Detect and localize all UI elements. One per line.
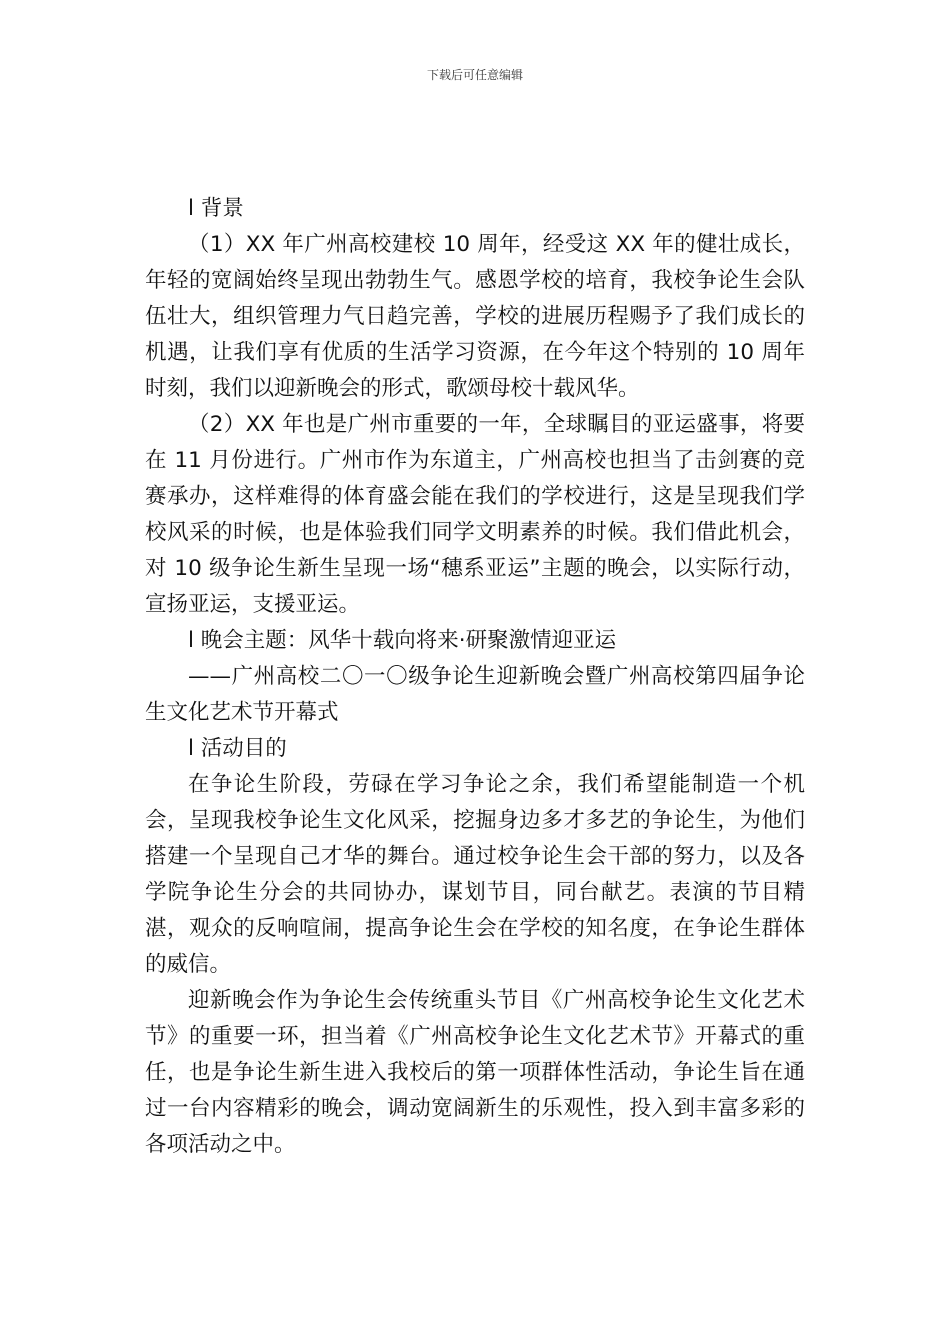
document-body <box>145 191 805 1163</box>
purpose-paragraph-1: 在争论生阶段，劳碌在学习争论之余，我们希望能制造一个机会，呈现我校争论生文化风采，挖掘身边多才多艺的争论生，为他们搭建一个呈现自己才华的舞台。通过校争论生会干部的努力，以及各学院争论生分会的共同协办，谋划节目，同台献艺。表演的节目精湛，观众的反响喧闹，提高争论生会在学校的知名度，在争论生群体的威信。 <box>145 772 805 977</box>
section-heading-theme: l 晚会主题：风华十载向将来·研聚激情迎亚运 <box>188 628 617 653</box>
purpose-paragraph-2: 迎新晚会作为争论生会传统重头节目《广州高校争论生文化艺术节》的重要一环，担当着《广州高校争论生文化艺术节》开幕式的重任，也是争论生新生进入我校后的第一项群体性活动，争论生旨在通过一台内容精彩的晚会，调动宽阔新生的乐观性，投入到丰富多彩的各项活动之中。 <box>145 988 805 1157</box>
background-paragraph-1: （1）XX 年广州高校建校 10 周年，经受这 XX 年的健壮成长，年轻的宽阔始终呈现出勃勃生气。感恩学校的培育，我校争论生会队伍壮大，组织管理力气日趋完善，学校的进展历程赐予了我们成长的机遇，让我们享有优质的生活学习资源，在今年这个特别的 10 周年时刻，我们以迎新晚会的形式，歌颂母校十载风华。 <box>145 232 805 401</box>
section-heading-purpose: l 活动目的 <box>188 736 287 761</box>
section-heading-background: l 背景 <box>188 196 244 221</box>
page-header-note: 下载后可任意编辑 <box>426 68 523 82</box>
theme-subtitle: ——广州高校二〇一〇级争论生迎新晚会暨广州高校第四届争论生文化艺术节开幕式 <box>145 664 805 725</box>
background-paragraph-2: （2）XX 年也是广州市重要的一年，全球瞩目的亚运盛事，将要在 11 月份进行。广州市作为东道主，广州高校也担当了击剑赛的竞赛承办，这样难得的体育盛会能在我们的学校进行，这是呈现我们学校风采的时候，也是体验我们同学文明素养的时候。我们借此机会，对 10 级争论生新生呈现一场“穗系亚运”主题的晚会，以实际行动，宣扬亚运，支援亚运。 <box>145 412 805 617</box>
